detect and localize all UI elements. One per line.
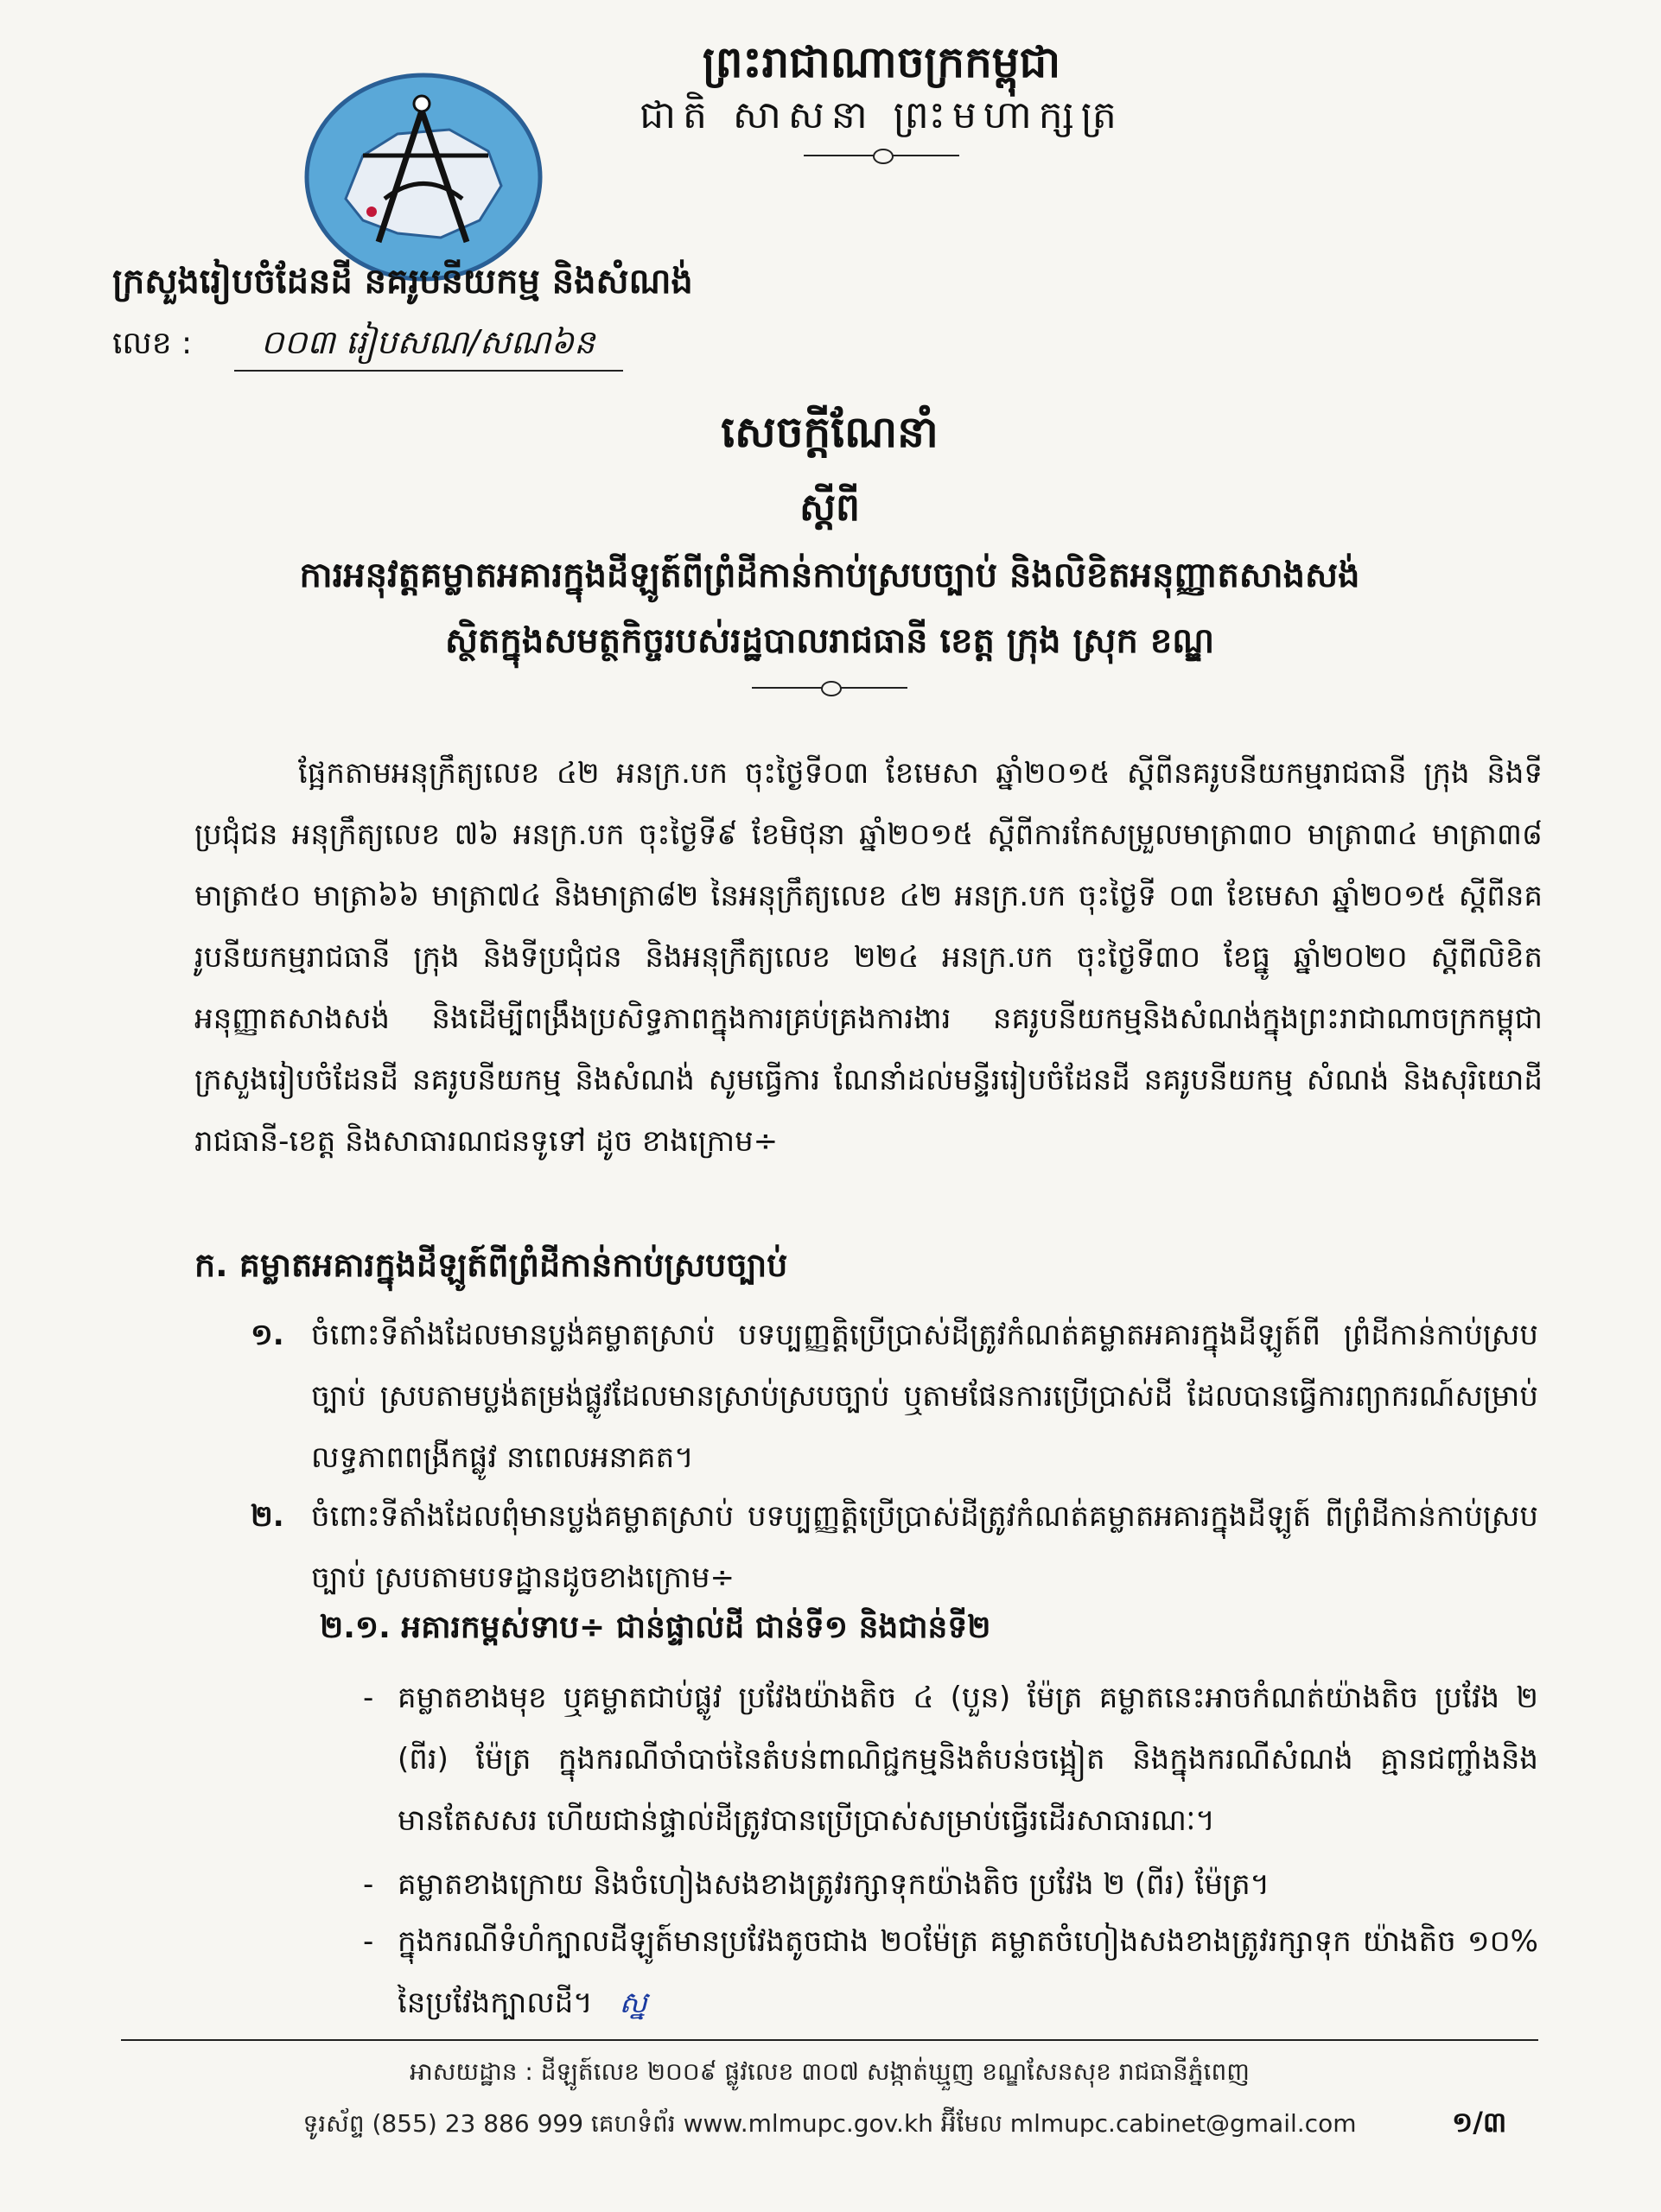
ministry-name: ក្រសួងរៀបចំដែនដី នគរូបនីយកម្ម និងសំណង់ (112, 262, 693, 302)
bullet-text-content: ក្នុងករណីទំហំក្បាលដីឡូត៍មានប្រវែងតូចជាង ២០ម៉ែត្រ គម្លាតចំហៀងសងខាងត្រូវរក្សាទុក យ៉ាងតិច ១០% នៃប្រវែងក្បាលដី។ (398, 1924, 1538, 2020)
kingdom-name: ព្រះរាជាណាចក្រកម្ពុជា (702, 37, 1061, 87)
handwritten-initials: ស្ន (619, 1986, 647, 2020)
national-motto: ជាតិ សាសនា ព្រះមហាក្សត្រ (640, 93, 1123, 137)
ornament-divider (804, 154, 959, 157)
title-line-1: ការអនុវត្តគម្លាតអគារក្នុងដីឡូត៍ពីព្រំដីកាន់កាប់ស្របច្បាប់ និងលិខិតអនុញ្ញាតសាងសង់ (299, 556, 1360, 595)
document-number (112, 321, 623, 372)
bullet-text: គម្លាតខាងមុខ ឬគម្លាតជាប់ផ្លូវ ប្រវែងយ៉ាងតិច ៤ (បួន) ម៉ែត្រ គម្លាតនេះអាចកំណត់យ៉ាងតិច ប្រវែង ២ (ពីរ) ម៉ែត្រ ក្នុងករណីចាំបាច់នៃតំបន់ពាណិជ្ជកម្មនិងតំបន់ចង្អៀត និងក្នុងករណីសំណង់ គ្មានជញ្ជាំងនិងមានតែសសរ ហើយជាន់ផ្ទាល់ដីត្រូវបានប្រើប្រាស់សម្រាប់ធ្វើរដើរសាធារណៈ។ (398, 1681, 1538, 1838)
item-number: ១. (251, 1318, 284, 1352)
intro-section (194, 743, 1543, 1173)
number-label: លេខ : (112, 326, 193, 361)
title-about: ស្តីពី (799, 486, 860, 530)
bullet-text: គម្លាតខាងក្រោយ និងចំហៀងសងខាងត្រូវរក្សាទុកយ៉ាងតិច ប្រវែង ២ (ពីរ) ម៉ែត្រ។ (398, 1867, 1270, 1902)
bullet-item (363, 1911, 1538, 2034)
bullet-item (363, 1854, 1538, 1916)
ornament-divider (752, 686, 907, 690)
title-line-2: ស្ថិតក្នុងសមត្ថកិច្ចរបស់រដ្ឋបាលរាជធានី ខេត្ត ក្រុង ស្រុក ខណ្ឌ (444, 621, 1215, 661)
list-item (251, 1305, 1538, 1489)
item-number: ២. (251, 1499, 284, 1534)
document-title (104, 397, 1556, 690)
bullet-dash: - (363, 1867, 374, 1902)
item-text: ចំពោះទីតាំងដែលមានប្លង់គម្លាតស្រាប់ បទប្បញ្ញត្តិប្រើប្រាស់ដីត្រូវកំណត់គម្លាតអគារក្នុងដីឡូត៍ពី ព្រំដីកាន់កាប់ស្របច្បាប់ ស្របតាមប្លង់តម្រង់ផ្លូវដែលមានស្រាប់ស្របច្បាប់ ឬតាមផែនការប្រើប្រាស់ដី ដែលបានធ្វើការព្យាករណ៍សម្រាប់លទ្ធភាពពង្រីកផ្លូវ នាពេលអនាគត។ (311, 1318, 1538, 1475)
bullet-text (398, 1911, 1538, 2034)
bullet-item (363, 1668, 1538, 1852)
intro-paragraph: ផ្អែកតាមអនុក្រឹត្យលេខ ៤២ អនក្រ.បក ចុះថ្ងៃទី០៣ ខែមេសា ឆ្នាំ២០១៥ ស្តីពីនគរូបនីយកម្មរាជធានី ក្រុង និងទីប្រជុំជន អនុក្រឹត្យលេខ ៧៦ អនក្រ.បក ចុះថ្ងៃទី៩ ខែមិថុនា ឆ្នាំ២០១៥ ស្តីពីការកែសម្រួលមាត្រា៣០ មាត្រា៣៤ មាត្រា៣៨ មាត្រា៥០ មាត្រា៦៦ មាត្រា៧៤ និងមាត្រា៨២ នៃអនុក្រឹត្យលេខ ៤២ អនក្រ.បក ចុះថ្ងៃទី ០៣ ខែមេសា ឆ្នាំ២០១៥ ស្តីពីនគរូបនីយកម្មរាជធានី ក្រុង និងទីប្រជុំជន និងអនុក្រឹត្យលេខ ២២៤ អនក្រ.បក ចុះថ្ងៃទី៣០ ខែធ្នូ ឆ្នាំ២០២០ ស្តីពីលិខិតអនុញ្ញាតសាងសង់ និងដើម្បីពង្រឹងប្រសិទ្ធភាពក្នុងការគ្រប់គ្រងការងារ នគរូបនីយកម្មនិងសំណង់ក្នុងព្រះរាជាណាចក្រកម្ពុជា ក្រសួងរៀបចំដែនដី នគរូបនីយកម្ម និងសំណង់ សូមធ្វើការ ណែនាំដល់មន្ទីររៀបចំដែនដី នគរូបនីយកម្ម សំណង់ និងសុរិយោដីរាជធានី-ខេត្ត និងសាធារណជនទូទៅ ដូច ខាងក្រោម÷ (194, 756, 1543, 1159)
kingdom-header (484, 35, 1279, 157)
item-text: ចំពោះទីតាំងដែលពុំមានប្លង់គម្លាតស្រាប់ បទប្បញ្ញត្តិប្រើប្រាស់ដីត្រូវកំណត់គម្លាតអគារក្នុងដីឡូត៍ ពីព្រំដីកាន់កាប់ស្របច្បាប់ ស្របតាមបទដ្ឋានដូចខាងក្រោម÷ (311, 1499, 1538, 1595)
bullet-dash: - (363, 1924, 374, 1959)
bullet-dash: - (363, 1681, 374, 1715)
document-type: សេចក្តីណែនាំ (721, 407, 939, 457)
page-number: ១/៣ (1452, 2106, 1507, 2139)
number-value: ០០៣ រៀបសណ/សណ៦ន (234, 321, 623, 372)
footer-address: អាសយដ្ឋាន : ដីឡូត៍លេខ ២០០៩ ផ្លូវលេខ ៣០៧ សង្កាត់ឃ្មួញ ខណ្ឌសែនសុខ រាជធានីភ្នំពេញ (410, 2057, 1250, 2086)
footer-divider (121, 2039, 1538, 2041)
subsection-heading: ២.១. អគារកម្ពស់ទាប÷ ជាន់ផ្ទាល់ដី ជាន់ទី១ និងជាន់ទី២ (320, 1610, 991, 1645)
footer-contact: ទូរស័ព្ទ (855) 23 886 999 គេហទំព័រ www.mlmupc.gov.kh អ៊ីមែល mlmupc.cabinet@gmail.com (302, 2109, 1357, 2138)
section-a-heading: ក. គម្លាតអគារក្នុងដីឡូត៍ពីព្រំដីកាន់កាប់ស្របច្បាប់ (194, 1246, 788, 1284)
list-item (251, 1486, 1538, 1609)
